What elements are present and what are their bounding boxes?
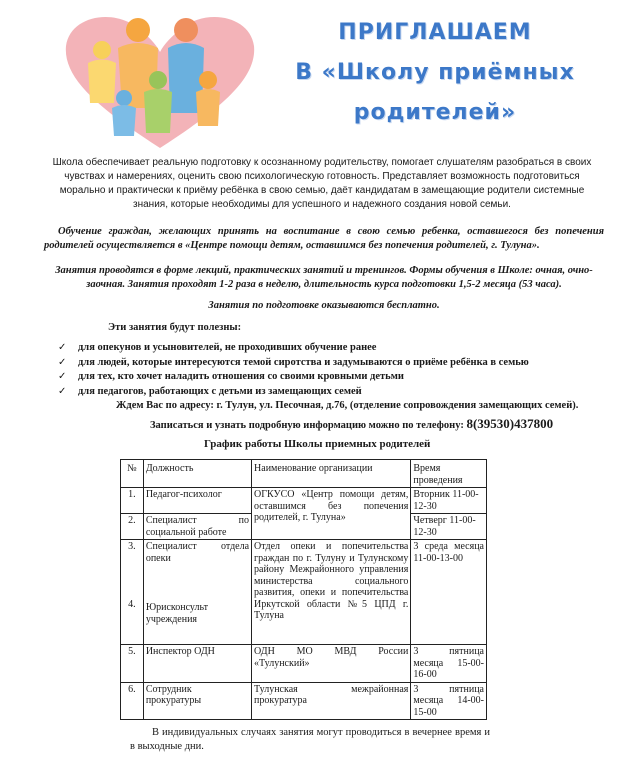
title-line-1: ПРИГЛАШАЕМ — [338, 20, 532, 45]
phone-line — [150, 417, 553, 433]
col-position-header: Должность — [143, 460, 251, 488]
address-line: Ждем Вас по адресу: г. Тулун, ул. Песочная, д.76, (отделение сопровождения замещающих семей). — [116, 400, 579, 411]
phone-number[interactable]: 8(39530)437800 — [466, 416, 554, 431]
useful-list — [58, 341, 529, 399]
check-icon: ✓ — [58, 385, 67, 397]
free-paragraph: Занятия по подготовке оказываются бесплатно. — [208, 300, 440, 311]
table-row: 6. Сотрудник прокуратуры Тулунская межрайонная прокуратура 3 пятница месяца 14-00-15-00 — [121, 682, 487, 720]
footer-note: В индивидуальных случаях занятия могут проводиться в вечернее время и в выходные дни. — [130, 727, 490, 752]
table-row: 3. 4. Специалист отдела опеки Юрисконсульт учреждения Отдел опеки и попечительства граждан по г. Тулуну и Тулунскому району Межрайонного управления министерства социального развития, опеки и попечительства Иркутской области №5 ЦПД г. Тулуна 3 среда месяца 11-00-13-00 — [121, 540, 487, 645]
family-heart-icon — [58, 8, 263, 153]
col-org-header: Наименование организации — [252, 460, 411, 488]
col-time-header: Время проведения — [411, 460, 487, 488]
check-icon: ✓ — [58, 356, 67, 368]
title-line-2: В «Школу приёмных — [295, 60, 575, 85]
title-line-3: родителей» — [353, 100, 517, 125]
table-row: 1. Педагог-психолог ОГКУСО «Центр помощи детям, оставшимся без попечения родителей, г. Тулуна» Вторник 11-00-12-30 — [121, 488, 487, 514]
table-row: 5. Инспектор ОДН ОДН МО МВД России «Тулунский» 3 пятница месяца 15-00-16-00 — [121, 645, 487, 683]
schedule-title: График работы Школы приемных родителей — [204, 438, 431, 450]
table-row: 2. Специалист по социальной работе Четверг 11-00-12-30 — [121, 514, 487, 540]
intro-paragraph: Школа обеспечивает реальную подготовку к осознанному родительству, помогает слушателям разобраться в своих чувствах и намерениях, оценить свою психологическую готовность. Представляет возможность подготовиться морально и практически к приёму ребёнка в свою семью, даёт кандидатам в замещающие родители системные знания, которые необходимы для успешного и надежного создания новой семьи. — [52, 157, 592, 210]
training-paragraph: Обучение граждан, желающих принять на воспитание в свою семью ребенка, оставшегося без попечения родителей осуществляется в «Центре помощи детям, оставшимся без попечения родителей, г. Тулуна». — [44, 226, 604, 251]
check-icon: ✓ — [58, 371, 67, 382]
phone-intro: Записаться и узнать подробную информацию можно по телефону: — [150, 420, 464, 431]
list-item: ✓ для людей, которые интересуются темой сиротства и задумываются о приёме ребёнка в семью — [58, 356, 529, 371]
useful-heading: Эти занятия будут полезны: — [108, 322, 242, 333]
check-icon: ✓ — [58, 342, 67, 353]
list-item: ✓ для педагогов, работающих с детьми из замещающих семей — [58, 385, 529, 400]
schedule-table — [120, 459, 487, 720]
table-header-row — [121, 460, 487, 488]
forms-paragraph: Занятия проводятся в форме лекций, практических занятий и тренингов. Формы обучения в Школе: очная, очно-заочная. Занятия проходят 1-2 раза в неделю, длительность курса подготовки 1,5-2 месяца (53 часа). — [55, 265, 593, 290]
col-num-header: № — [121, 460, 144, 488]
list-item: ✓ для тех, кто хочет наладить отношения со своими кровными детьми — [58, 370, 529, 385]
list-item: ✓ для опекунов и усыновителей, не проходивших обучение ранее — [58, 341, 529, 356]
